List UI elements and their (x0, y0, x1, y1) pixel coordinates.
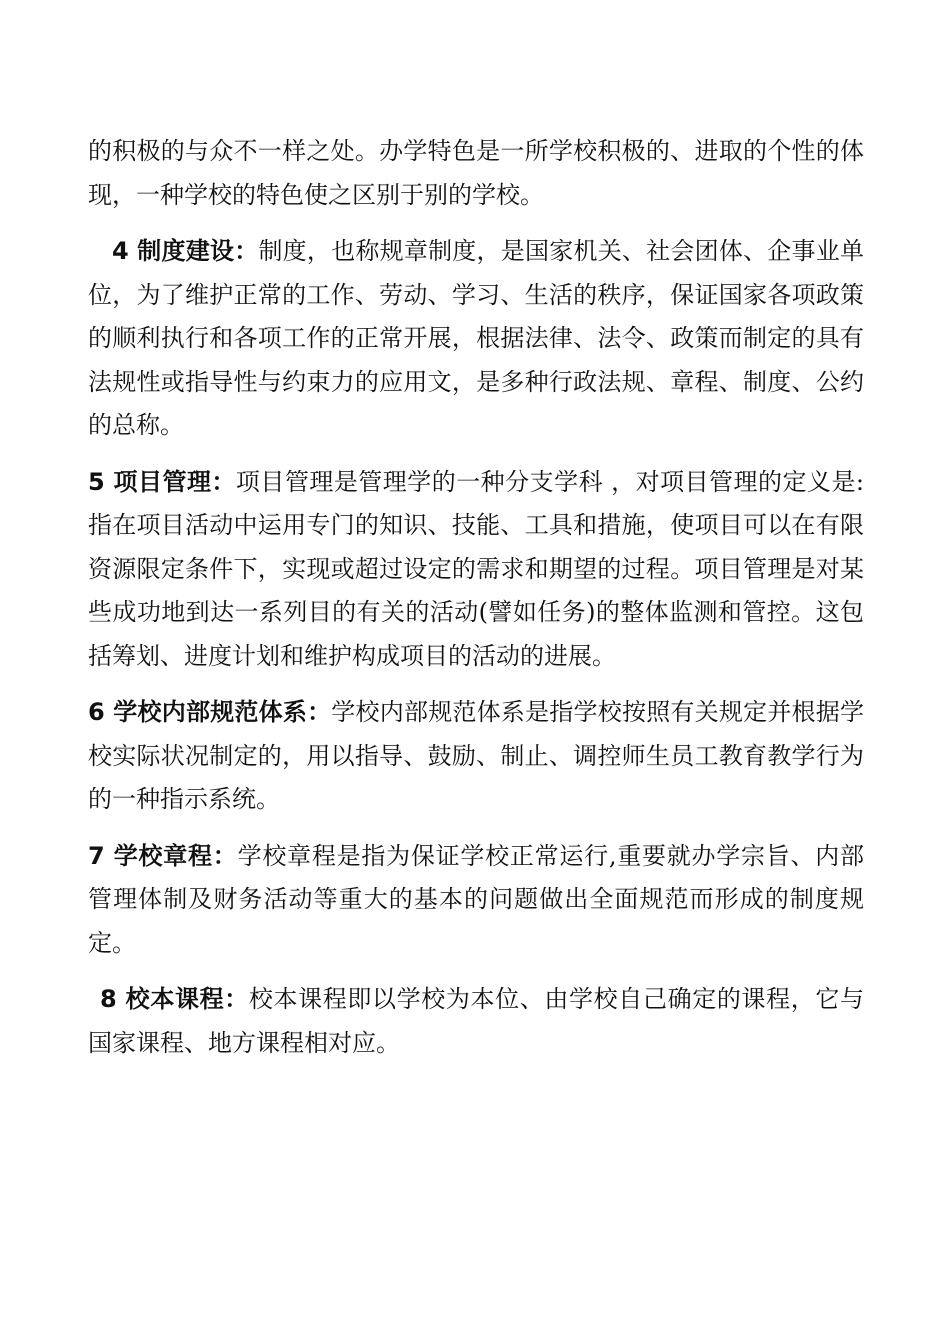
paragraph-item-4 (88, 230, 864, 448)
term-heading: 6 学校内部规范体系： (88, 698, 332, 726)
paragraph-item-8 (88, 978, 864, 1065)
paragraph-text: 校本课程即以学校为本位、由学校自己确定的课程，它与国家课程、地方课程相对应。 (88, 985, 864, 1057)
paragraph-item-5 (88, 461, 864, 679)
paragraph-text: 的积极的与众不一样之处。办学特色是一所学校积极的、进取的个性的体现，一种学校的特色使之区别于别的学校。 (88, 137, 864, 209)
term-heading: 8 校本课程： (100, 985, 249, 1013)
paragraph-item-7 (88, 835, 864, 966)
term-heading: 4 制度建设： (112, 237, 259, 265)
document-body (88, 130, 864, 1078)
paragraph-item-6 (88, 691, 864, 822)
paragraph-text: 项目管理是管理学的一种分支学科 ，对项目管理的定义是:指在项目活动中运用专门的知识、技能、工具和措施，使项目可以在有限资源限定条件下，实现或超过设定的需求和期望的过程。项目管理是对某些成功地到达一系列目的有关的活动(譬如任务)的整体监测和管控。这包括筹划、进度计划和维护构成项目的活动的进展。 (88, 467, 864, 670)
paragraph-text: 学校章程是指为保证学校正常运行,重要就办学宗旨、内部管理体制及财务活动等重大的基本的问题做出全面规范而形成的制度规定。 (88, 841, 864, 957)
term-heading: 5 项目管理： (88, 467, 236, 496)
paragraph-text: 制度，也称规章制度，是国家机关、社会团体、企事业单位，为了维护正常的工作、劳动、学习、生活的秩序，保证国家各项政策的顺利执行和各项工作的正常开展，根据法律、法令、政策而制定的具有法规性或指导性与约束力的应用文，是多种行政法规、章程、制度、公约的总称。 (88, 237, 865, 439)
paragraph-text: 学校内部规范体系是指学校按照有关规定并根据学校实际状况制定的，用以指导、鼓励、制止、调控师生员工教育教学行为的一种指示系统。 (88, 698, 864, 813)
term-heading: 7 学校章程： (88, 841, 238, 870)
paragraph-continuation (88, 130, 864, 217)
